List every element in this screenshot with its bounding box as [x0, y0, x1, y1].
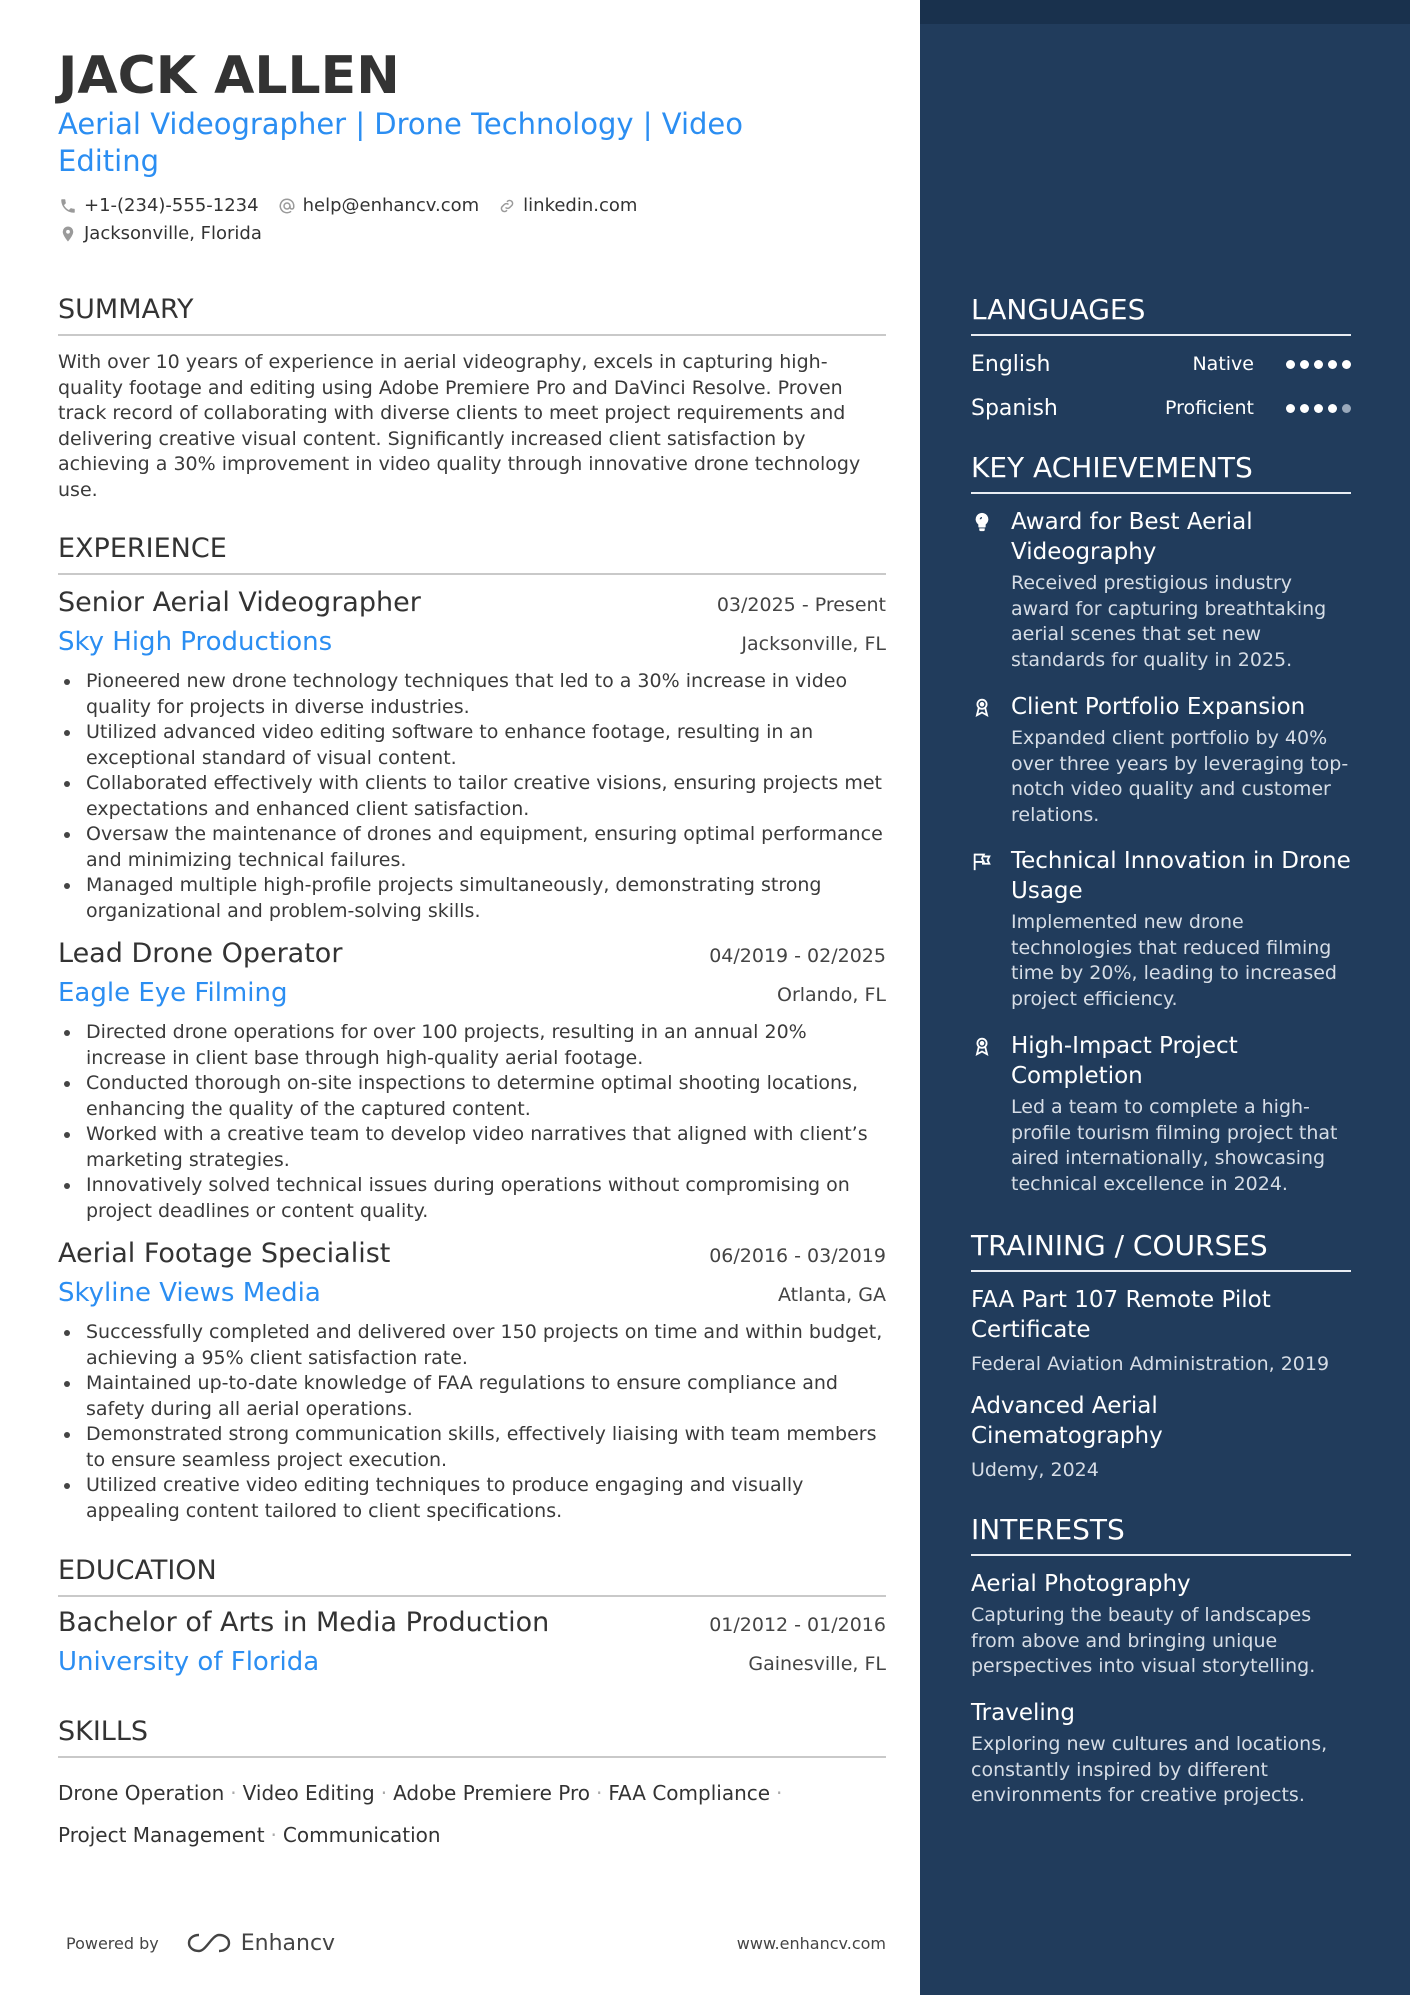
job-title: Aerial Footage Specialist: [58, 1238, 391, 1269]
skill-item: Communication: [282, 1823, 441, 1847]
location-text: Jacksonville, Florida: [84, 223, 262, 244]
school-name[interactable]: University of Florida: [58, 1647, 320, 1677]
job-location: Orlando, FL: [776, 984, 886, 1006]
interest-item: [971, 1569, 1351, 1680]
candidate-name: JACK ALLEN: [58, 46, 400, 106]
interest-title: Aerial Photography: [971, 1571, 1191, 1597]
job-entry: [58, 587, 886, 924]
bullet-item: Oversaw the maintenance of drones and equipment, ensuring optimal performance and minimizing technical failures.: [58, 822, 886, 873]
language-name: English: [971, 351, 1051, 377]
achievement-item: [971, 1031, 1351, 1197]
sidebar: [920, 0, 1410, 1995]
achievement-title: Client Portfolio Expansion: [1011, 694, 1306, 720]
skill-item: Video Editing: [242, 1781, 375, 1805]
proficiency-dot-filled: [1300, 404, 1309, 413]
proficiency-dot-filled: [1286, 360, 1295, 369]
sidebar-top-band: [920, 0, 1410, 24]
company-name[interactable]: Eagle Eye Filming: [58, 978, 288, 1008]
education-heading: EDUCATION: [58, 1553, 886, 1597]
linkedin-text: linkedin.com: [523, 195, 638, 216]
phone-icon: [58, 196, 78, 216]
skills-list: [58, 1772, 886, 1856]
skill-item: Drone Operation: [58, 1781, 225, 1805]
skill-separator: ·: [596, 1781, 603, 1805]
language-level: Native: [1192, 353, 1254, 375]
language-row: [971, 348, 1351, 380]
skill-item: FAA Compliance: [608, 1781, 771, 1805]
skill-item: Adobe Premiere Pro: [393, 1781, 591, 1805]
experience-heading: EXPERIENCE: [58, 531, 886, 575]
bullet-item: Conducted thorough on-site inspections to determine optimal shooting locations, enhancing the quality of the captured content.: [58, 1071, 886, 1122]
languages-heading: LANGUAGES: [971, 292, 1351, 336]
location-contact: [58, 220, 262, 248]
job-location: Atlanta, GA: [778, 1284, 886, 1306]
bullet-item: Demonstrated strong communication skills, effectively liaising with team members to ensure seamless project execution.: [58, 1422, 886, 1473]
proficiency-dot-filled: [1314, 360, 1323, 369]
proficiency-dot-filled: [1342, 360, 1351, 369]
at-icon: [277, 196, 297, 216]
interest-item: [971, 1698, 1351, 1809]
award-ribbon-icon: [971, 1035, 995, 1059]
training-heading: TRAINING / COURSES: [971, 1228, 1351, 1272]
link-icon: [497, 196, 517, 216]
proficiency-dot-filled: [1328, 404, 1337, 413]
lightbulb-icon: [971, 511, 995, 535]
proficiency-dot-filled: [1328, 360, 1337, 369]
achievement-item: [971, 507, 1351, 673]
job-dates: 03/2025 - Present: [716, 594, 886, 616]
job-location: Jacksonville, FL: [741, 633, 886, 655]
proficiency-dot-empty: [1342, 404, 1351, 413]
linkedin-contact[interactable]: [497, 192, 637, 220]
job-title: Lead Drone Operator: [58, 938, 343, 969]
achievement-description: Implemented new drone technologies that reduced filming time by 20%, leading to increased project efficiency.: [1011, 911, 1337, 1010]
enhancv-logo[interactable]: [185, 1930, 335, 1956]
skill-separator: ·: [380, 1781, 388, 1805]
language-level: Proficient: [1164, 397, 1254, 419]
proficiency-dot-filled: [1286, 404, 1295, 413]
bullet-item: Utilized creative video editing techniques to produce engaging and visually appealing content tailored to client specifications.: [58, 1473, 886, 1524]
achievements-heading: KEY ACHIEVEMENTS: [971, 450, 1351, 494]
summary-heading: SUMMARY: [58, 292, 886, 336]
main-column: [58, 0, 886, 1995]
skills-heading: SKILLS: [58, 1714, 886, 1758]
skill-separator: ·: [776, 1781, 783, 1805]
proficiency-dot-filled: [1300, 360, 1309, 369]
bullet-item: Managed multiple high-profile projects simultaneously, demonstrating strong organizational and problem-solving skills.: [58, 873, 886, 924]
achievement-description: Received prestigious industry award for capturing breathtaking aerial scenes that set new standards for quality in 2025.: [1011, 572, 1327, 671]
job-entry: [58, 938, 886, 1224]
enhancv-logo-icon: [185, 1930, 233, 1956]
bullet-item: Pioneered new drone technology techniques that led to a 30% increase in video quality for projects in diverse industries.: [58, 669, 886, 720]
education-dates: 01/2012 - 01/2016: [709, 1614, 886, 1636]
bullet-item: Utilized advanced video editing software to enhance footage, resulting in an exceptional standard of visual content.: [58, 720, 886, 771]
headline: Aerial Videographer | Drone Technology | Video Editing: [58, 107, 744, 178]
course-title: FAA Part 107 Remote Pilot Certificate: [971, 1287, 1271, 1343]
proficiency-dot-filled: [1314, 404, 1323, 413]
achievement-title: Award for Best Aerial Videography: [1011, 509, 1253, 565]
location-pin-icon: [58, 224, 78, 244]
achievement-item: [971, 846, 1351, 1012]
achievement-description: Expanded client portfolio by 40% over three years by leveraging top-notch video quality and customer relations.: [1011, 727, 1349, 826]
proficiency-dots: [1286, 360, 1351, 369]
education-entry: [58, 1607, 886, 1689]
summary-text: With over 10 years of experience in aerial videography, excels in capturing high-quality footage and editing using Adobe Premiere Pro and DaVinci Resolve. Proven track record of collaborating with diverse clients to meet project requirements and delivering creative visual content. Significantly increased client satisfaction by achieving a 30% improvement in video quality through innovative drone technology use.: [58, 351, 861, 501]
achievement-title: High-Impact Project Completion: [1011, 1033, 1238, 1089]
job-bullets: [58, 669, 886, 924]
award-ribbon-icon: [971, 696, 995, 720]
education-location: Gainesville, FL: [748, 1653, 886, 1675]
skill-separator: ·: [230, 1781, 237, 1805]
interest-description: Exploring new cultures and locations, constantly inspired by different environments for creative projects.: [971, 1733, 1328, 1806]
course-provider: Udemy, 2024: [971, 1459, 1099, 1481]
degree-title: Bachelor of Arts in Media Production: [58, 1607, 550, 1638]
achievement-item: [971, 692, 1351, 828]
company-name[interactable]: Skyline Views Media: [58, 1278, 321, 1308]
flag-icon: [971, 850, 995, 874]
language-row: [971, 392, 1351, 424]
company-name[interactable]: Sky High Productions: [58, 627, 333, 657]
skill-separator: ·: [270, 1823, 277, 1847]
footer-url[interactable]: www.enhancv.com: [736, 1933, 886, 1953]
phone-text: +1-(234)-555-1234: [84, 195, 259, 216]
job-entry: [58, 1238, 886, 1524]
email-text: help@enhancv.com: [302, 195, 480, 216]
course-item: [971, 1391, 1351, 1483]
interests-heading: INTERESTS: [971, 1512, 1351, 1556]
bullet-item: Collaborated effectively with clients to tailor creative visions, ensuring projects met expectations and enhanced client satisfaction.: [58, 771, 886, 822]
course-item: [971, 1285, 1351, 1377]
language-name: Spanish: [971, 395, 1058, 421]
achievement-title: Technical Innovation in Drone Usage: [1011, 848, 1351, 904]
course-provider: Federal Aviation Administration, 2019: [971, 1353, 1330, 1375]
bullet-item: Directed drone operations for over 100 projects, resulting in an annual 20% increase in client base through high-quality aerial footage.: [58, 1020, 886, 1071]
bullet-item: Maintained up-to-date knowledge of FAA regulations to ensure compliance and safety during all aerial operations.: [58, 1371, 886, 1422]
bullet-item: Worked with a creative team to develop video narratives that aligned with client’s marketing strategies.: [58, 1122, 886, 1173]
email-contact[interactable]: [277, 192, 480, 220]
job-title: Senior Aerial Videographer: [58, 587, 421, 618]
brand-name: Enhancv: [240, 1930, 336, 1956]
achievement-description: Led a team to complete a high-profile tourism filming project that aired internationally, showcasing technical excellence in 2024.: [1011, 1096, 1338, 1195]
footer: [58, 1930, 886, 1956]
bullet-item: Innovatively solved technical issues during operations without compromising on project deadlines or content quality.: [58, 1173, 886, 1224]
powered-by-label: Powered by: [66, 1933, 159, 1953]
course-title: Advanced Aerial Cinematography: [971, 1393, 1163, 1449]
job-dates: 06/2016 - 03/2019: [709, 1245, 886, 1267]
interest-description: Capturing the beauty of landscapes from above and bringing unique perspectives into visual storytelling.: [971, 1604, 1316, 1677]
bullet-item: Successfully completed and delivered over 150 projects on time and within budget, achieving a 95% client satisfaction rate.: [58, 1320, 886, 1371]
proficiency-dots: [1286, 404, 1351, 413]
phone-contact[interactable]: [58, 192, 259, 220]
job-dates: 04/2019 - 02/2025: [709, 945, 886, 967]
skill-item: Project Management: [58, 1823, 265, 1847]
job-bullets: [58, 1020, 886, 1224]
contact-info: [58, 192, 886, 248]
job-bullets: [58, 1320, 886, 1524]
interest-title: Traveling: [971, 1700, 1075, 1726]
